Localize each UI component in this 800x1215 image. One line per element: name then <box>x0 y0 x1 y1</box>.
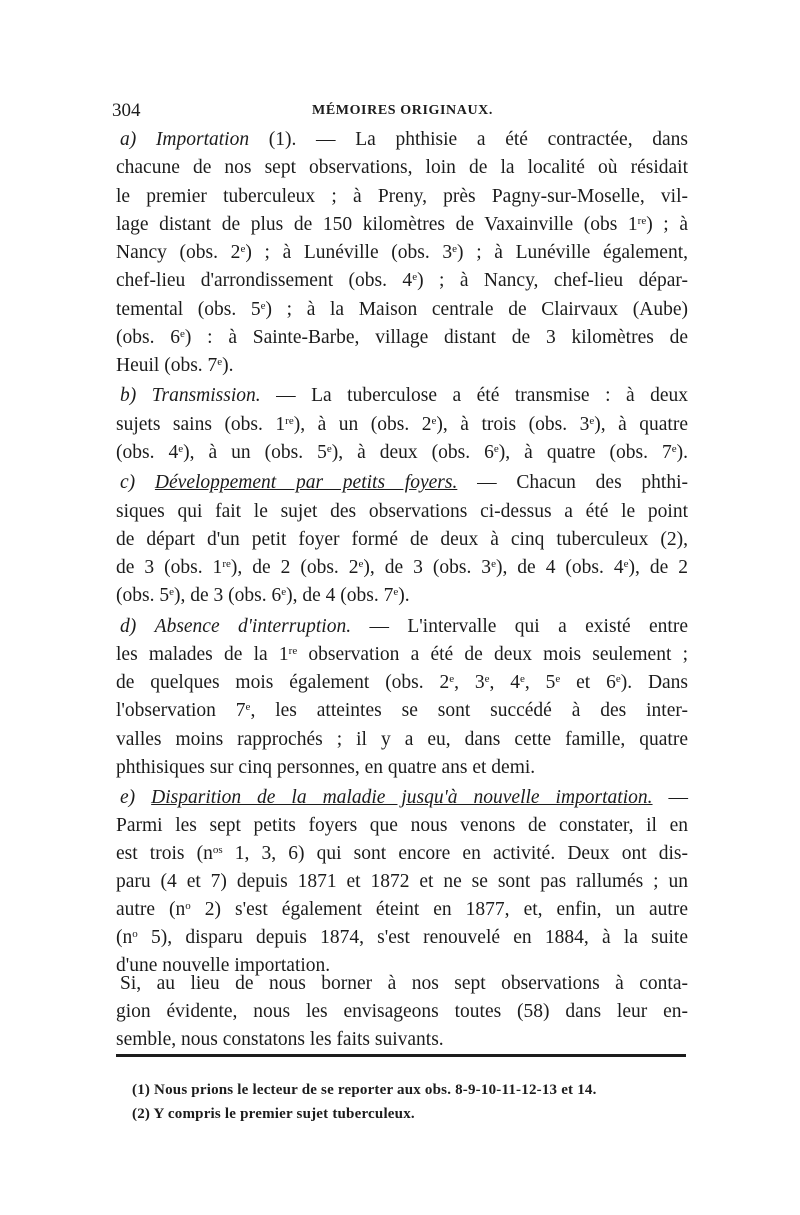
text-line <box>116 554 688 582</box>
text-line: d'une nouvelle importation. <box>116 955 331 976</box>
text-line <box>116 324 688 352</box>
superscript: e <box>169 586 174 598</box>
text-span: ), de 4 (obs. 4 <box>495 557 624 578</box>
text-line <box>116 924 688 952</box>
text-line: siques qui fait le sujet des observations ci-dessus a été le point <box>116 501 688 522</box>
text-span: ) ; à la Maison centrale de Clairvaux (Aube) <box>265 299 688 320</box>
text-line: paru (4 et 7) depuis 1871 et 1872 et ne se sont pas rallumés ; un <box>116 871 688 892</box>
text-line <box>116 352 688 380</box>
text-span: (n <box>116 927 133 948</box>
section-label: c) <box>120 472 136 493</box>
text-line: valles moins rapprochés ; il y a eu, dans cette famille, quatre <box>116 729 688 750</box>
text-line: Parmi les sept petits foyers que nous venons de constater, il en <box>116 815 688 836</box>
text-span: est trois (n <box>116 843 213 864</box>
text-span: et 6 <box>560 672 616 693</box>
text-span: (obs. 6 <box>116 327 180 348</box>
text-span: ), de 3 (obs. 6 <box>173 585 282 606</box>
text-span: — Chacun des phthi- <box>457 472 689 493</box>
text-line: chacune de nos sept observations, loin de la localité où résidait <box>116 157 688 178</box>
text-span: ) : à Sainte-Barbe, village distant de 3 kilomètres de <box>184 327 688 348</box>
text-span: ) ; à Lunéville (obs. 3 <box>245 242 453 263</box>
text-span: , 3 <box>454 672 485 693</box>
superscript: e <box>240 243 246 255</box>
text-span: de 3 (obs. 1 <box>116 557 223 578</box>
text-span: Heuil (obs. 7 <box>116 355 218 376</box>
text-line: de départ d'un petit foyer formé de deux à cinq tuberculeux (2), <box>116 529 688 550</box>
text-span: ), à trois (obs. 3 <box>436 414 590 435</box>
closing-paragraph-line: Si, au lieu de nous borner à nos sept observations à conta- <box>120 973 688 994</box>
superscript: e <box>179 328 185 340</box>
paragraph-absence-line <box>120 613 688 641</box>
text-line <box>116 439 688 467</box>
closing-paragraph-line: semble, nous constatons les faits suivants. <box>116 1029 444 1050</box>
text-span: ). <box>676 442 689 463</box>
text-line <box>116 697 688 725</box>
paragraph-disparition-line <box>120 784 688 812</box>
superscript: e <box>245 701 251 713</box>
text-span: — L'intervalle qui a existé entre <box>351 616 689 637</box>
paragraph-developpement-line <box>120 469 688 497</box>
superscript: e <box>449 673 455 685</box>
text-span: ), de 3 (obs. 3 <box>363 557 492 578</box>
text-span: (obs. 5 <box>116 585 170 606</box>
text-span: ) ; à Nancy, chef-lieu dépar- <box>417 270 688 291</box>
section-label: b) <box>120 385 137 406</box>
text-span: de quelques mois également (obs. 2 <box>116 672 450 693</box>
page-number: 304 <box>112 100 141 121</box>
text-span: l'observation 7 <box>116 700 246 721</box>
text-span: autre (n <box>116 899 186 920</box>
paragraph-transmission-line <box>120 382 688 410</box>
text-span: ) ; à <box>646 214 688 235</box>
superscript: e <box>615 673 621 685</box>
superscript: e <box>555 673 561 685</box>
text-span: ). Dans <box>620 672 689 693</box>
text-line <box>116 582 688 610</box>
text-span: les malades de la 1 <box>116 644 289 665</box>
text-span: Nancy (obs. 2 <box>116 242 241 263</box>
superscript: e <box>623 558 629 570</box>
text-span: , 5 <box>524 672 556 693</box>
text-span: ), à deux (obs. 6 <box>331 442 494 463</box>
text-line <box>116 296 688 324</box>
text-span: ), à quatre (obs. 7 <box>498 442 672 463</box>
page-header <box>112 96 690 126</box>
text-span: sujets sains (obs. 1 <box>116 414 286 435</box>
footnote-1: (1) Nous prions le lecteur de se reporter aux obs. 8-9-10-11-12-13 et 14. <box>132 1082 597 1098</box>
text-span: ), de 4 (obs. 7 <box>286 585 394 606</box>
running-title: MÉMOIRES ORIGINAUX. <box>312 103 493 118</box>
superscript: e <box>431 415 437 427</box>
footnote-separator <box>116 1054 686 1057</box>
text-span: — <box>652 787 689 808</box>
text-span: — La tuberculose a été transmise : à deux <box>260 385 689 406</box>
text-span: temental (obs. 5 <box>116 299 261 320</box>
text-span: 5), disparu depuis 1874, s'est renouvelé en 1884, à la suite <box>137 927 688 948</box>
text-line <box>116 211 688 239</box>
text-line: le premier tuberculeux ; à Preny, près Pagny-sur-Moselle, vil- <box>116 186 688 207</box>
section-label: d) <box>120 616 137 637</box>
superscript: e <box>452 243 458 255</box>
superscript: o <box>185 900 191 912</box>
section-title-disparition: Disparition de la maladie jusqu'à nouvelle importation. <box>151 787 653 808</box>
superscript: e <box>326 443 332 455</box>
superscript: e <box>281 586 287 598</box>
text-span: observation a été de deux mois seulement ; <box>297 644 689 665</box>
text-span: (obs. 4 <box>116 442 179 463</box>
section-title-absence: Absence d'interruption. <box>154 616 352 637</box>
text-span: chef-lieu d'arrondissement (obs. 4 <box>116 270 413 291</box>
text-span: ). <box>398 585 410 606</box>
superscript: e <box>260 300 266 312</box>
text-span: lage distant de plus de 150 kilomètres de Vaxainville (obs 1 <box>116 214 638 235</box>
superscript: e <box>393 586 399 598</box>
text-span: 2) s'est également éteint en 1877, et, enfin, un autre <box>190 899 688 920</box>
superscript: e <box>412 271 418 283</box>
superscript: e <box>217 356 223 368</box>
text-line <box>116 896 688 924</box>
superscript: re <box>285 415 294 427</box>
text-span: , les atteintes se sont succédé à des inter- <box>250 700 688 721</box>
paragraph-importation-line <box>120 126 688 154</box>
superscript: o <box>132 928 138 940</box>
text-line <box>116 267 688 295</box>
superscript: re <box>288 645 298 657</box>
text-line <box>116 411 688 439</box>
text-span: ), de 2 (obs. 2 <box>230 557 359 578</box>
text-span: ), de 2 <box>628 557 688 578</box>
text-line <box>116 840 688 868</box>
superscript: e <box>491 558 496 570</box>
section-label: e) <box>120 787 136 808</box>
footnote-ref: (1). <box>249 129 297 150</box>
superscript: re <box>637 215 647 227</box>
text-span: — La phthisie a été contractée, dans <box>296 129 689 150</box>
text-span: ), à un (obs. 2 <box>293 414 432 435</box>
superscript: e <box>358 558 364 570</box>
text-span: ). <box>222 355 234 376</box>
text-span: ), à quatre <box>594 414 689 435</box>
text-line <box>116 669 688 697</box>
text-line <box>116 239 688 267</box>
footnote-2: (2) Y compris le premier sujet tuberculeux. <box>132 1106 415 1122</box>
text-span: 1, 3, 6) qui sont encore en activité. Deux ont dis- <box>222 843 689 864</box>
superscript: e <box>493 443 499 455</box>
superscript: e <box>484 673 490 685</box>
section-title-importation: Importation <box>155 129 250 150</box>
section-title-transmission: Transmission. <box>151 385 261 406</box>
superscript: e <box>178 443 184 455</box>
text-span: ) ; à Lunéville également, <box>457 242 688 263</box>
text-line <box>116 641 688 669</box>
section-label: a) <box>120 129 137 150</box>
text-span: ), à un (obs. 5 <box>183 442 327 463</box>
text-line: phthisiques sur cinq personnes, en quatre ans et demi. <box>116 757 536 778</box>
superscript: os <box>212 844 223 856</box>
section-title-developpement: Développement par petits foyers. <box>154 472 458 493</box>
superscript: e <box>589 415 595 427</box>
superscript: re <box>222 558 231 570</box>
superscript: e <box>520 673 525 685</box>
superscript: e <box>671 443 677 455</box>
closing-paragraph-line: gion évidente, nous les envisageons toutes (58) dans leur en- <box>116 1001 688 1022</box>
text-span: , 4 <box>489 672 521 693</box>
